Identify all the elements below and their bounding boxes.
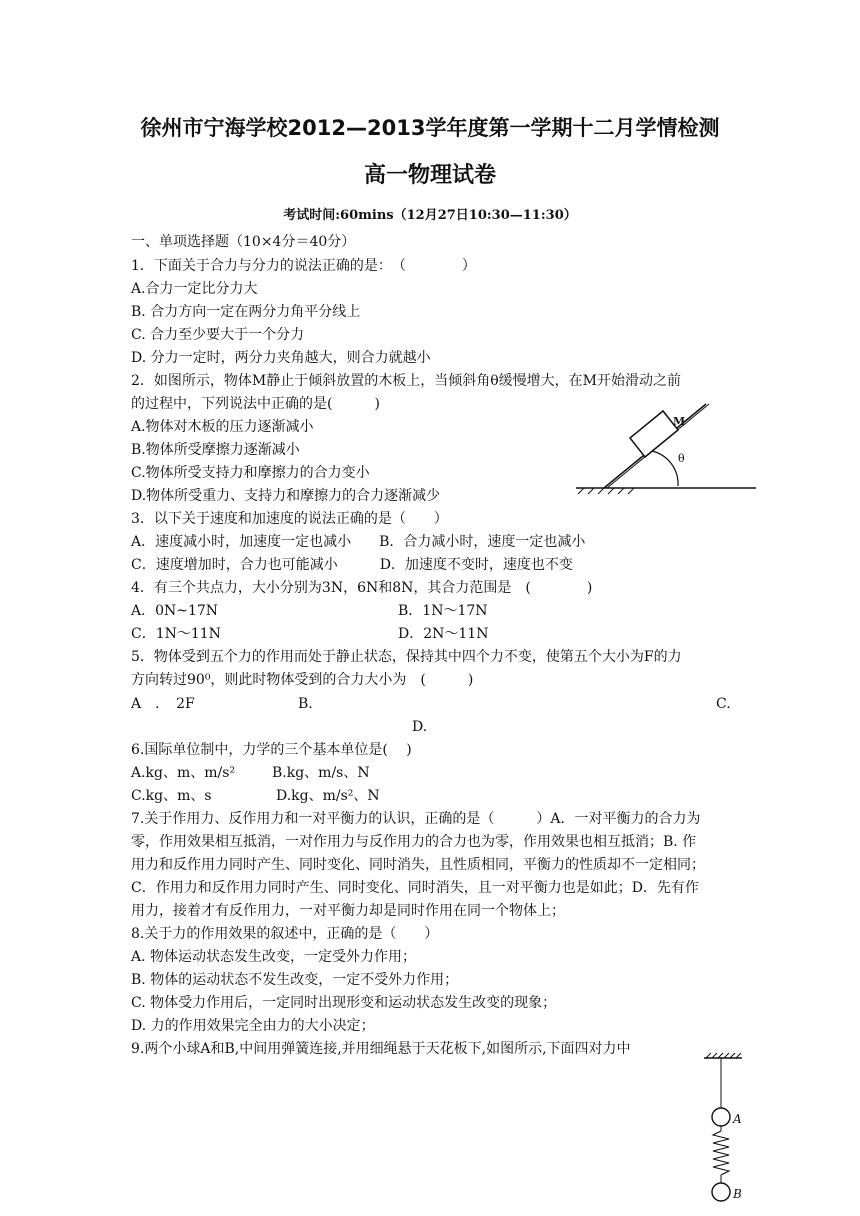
q6-option-a: A.kg、m、m/s²	[131, 765, 236, 781]
q5-option-b: B.	[298, 696, 313, 712]
q7-line5: 用力，接着才有反作用力，一对平衡力却是同时作用在同一个物体上；	[131, 903, 565, 919]
q2-stem-line2: 的过程中，下列说法中正确的是( )	[131, 396, 380, 412]
label-theta: θ	[678, 452, 685, 465]
q4-option-a: A．0N~17N	[131, 603, 219, 619]
q6-option-c: C.kg、m、s	[131, 788, 212, 804]
section-heading: 一、单项选择题（10×4分＝40分）	[131, 234, 356, 250]
q8-option-a: A. 物体运动状态发生改变，一定受外力作用；	[131, 949, 417, 965]
q6-stem: 6.国际单位制中，力学的三个基本单位是( )	[131, 742, 412, 758]
q5-stem-line2: 方向转过90⁰，则此时物体受到的合力大小为 ( )	[131, 672, 474, 688]
q1-option-c: C. 合力至少要大于一个分力	[131, 327, 305, 343]
q7-line4: C．作用力和反作用力同时产生、同时变化、同时消失，且一对平衡力也是如此；D．先有作	[131, 880, 699, 896]
q6-option-d: D.kg、m/s²、N	[276, 788, 380, 804]
q7-line2: 零，作用效果相互抵消，一对作用力与反作用力的合力也为零，作用效果也相互抵消；B. 作	[131, 834, 697, 850]
q4-option-b: B．1N～17N	[398, 603, 488, 619]
q8-option-b: B. 物体的运动状态不发生改变，一定不受外力作用；	[131, 972, 459, 988]
q1-option-b: B. 合力方向一定在两分力角平分线上	[131, 304, 361, 320]
q5-option-c: C.	[716, 696, 731, 712]
q1-option-a: A.合力一定比分力大	[131, 281, 258, 297]
q4-option-c: C．1N～11N	[131, 626, 221, 642]
q7-line3: 用力和反作用力同时产生、同时变化、同时消失，且性质相同，平衡力的性质却不一定相同；	[131, 857, 705, 873]
q6-option-b: B.kg、m/s、N	[272, 765, 370, 781]
q3-stem: 3．以下关于速度和加速度的说法正确的是（ ）	[131, 511, 448, 527]
q4-option-d: D．2N～11N	[398, 626, 489, 642]
q2-stem-line1: 2．如图所示，物体M静止于倾斜放置的木板上，当倾斜角θ缓慢增大，在M开始滑动之前	[131, 373, 682, 389]
q8-stem: 8.关于力的作用效果的叙述中，正确的是（ ）	[131, 926, 439, 942]
spring-balls-figure	[698, 1052, 752, 1212]
exam-title: 徐州市宁海学校2012—2013学年度第一学期十二月学情检测	[140, 116, 720, 140]
incline-figure	[570, 398, 762, 498]
q9-stem: 9.两个小球A和B,中间用弹簧连接,并用细绳悬于天花板下,如图所示,下面四对力中	[131, 1041, 631, 1057]
q1-stem: 1．下面关于合力与分力的说法正确的是： （ ）	[131, 258, 476, 274]
q2-option-a: A.物体对木板的压力逐渐减小	[131, 419, 314, 435]
q2-option-b: B.物体所受摩擦力逐渐减小	[131, 442, 300, 458]
q5-stem-line1: 5．物体受到五个力的作用而处于静止状态，保持其中四个力不变，使第五个大小为F的力	[131, 649, 682, 665]
q2-option-c: C.物体所受支持力和摩擦力的合力变小	[131, 465, 370, 481]
q8-option-d: D. 力的作用效果完全由力的大小决定；	[131, 1018, 375, 1034]
q5-option-a: A ． 2F	[131, 696, 195, 712]
q1-option-d: D. 分力一定时，两分力夹角越大，则合力就越小	[131, 350, 431, 366]
q5-option-d: D.	[412, 719, 428, 735]
exam-subtitle: 高一物理试卷	[363, 163, 496, 188]
q8-option-c: C. 物体受力作用后，一定同时出现形变和运动状态发生改变的现象；	[131, 995, 557, 1011]
q3-options-ab: A．速度减小时，加速度一定也减小 B．合力减小时，速度一定也减小	[131, 534, 586, 550]
q2-option-d: D.物体所受重力、支持力和摩擦力的合力逐渐减少	[131, 488, 441, 504]
label-m: M	[673, 415, 686, 428]
label-ball-a: A	[733, 1112, 742, 1126]
q7-line1: 7.关于作用力、反作用力和一对平衡力的认识，正确的是（ ）A．一对平衡力的合力为	[131, 811, 701, 827]
q4-stem: 4．有三个共点力，大小分别为3N，6N和8N，其合力范围是 ( )	[131, 580, 593, 596]
q3-options-cd: C．速度增加时，合力也可能减小 D．加速度不变时，速度也不变	[131, 557, 573, 573]
exam-time: 考试时间:60mins（12月27日10:30—11:30）	[283, 208, 577, 223]
label-ball-b: B	[733, 1187, 742, 1201]
